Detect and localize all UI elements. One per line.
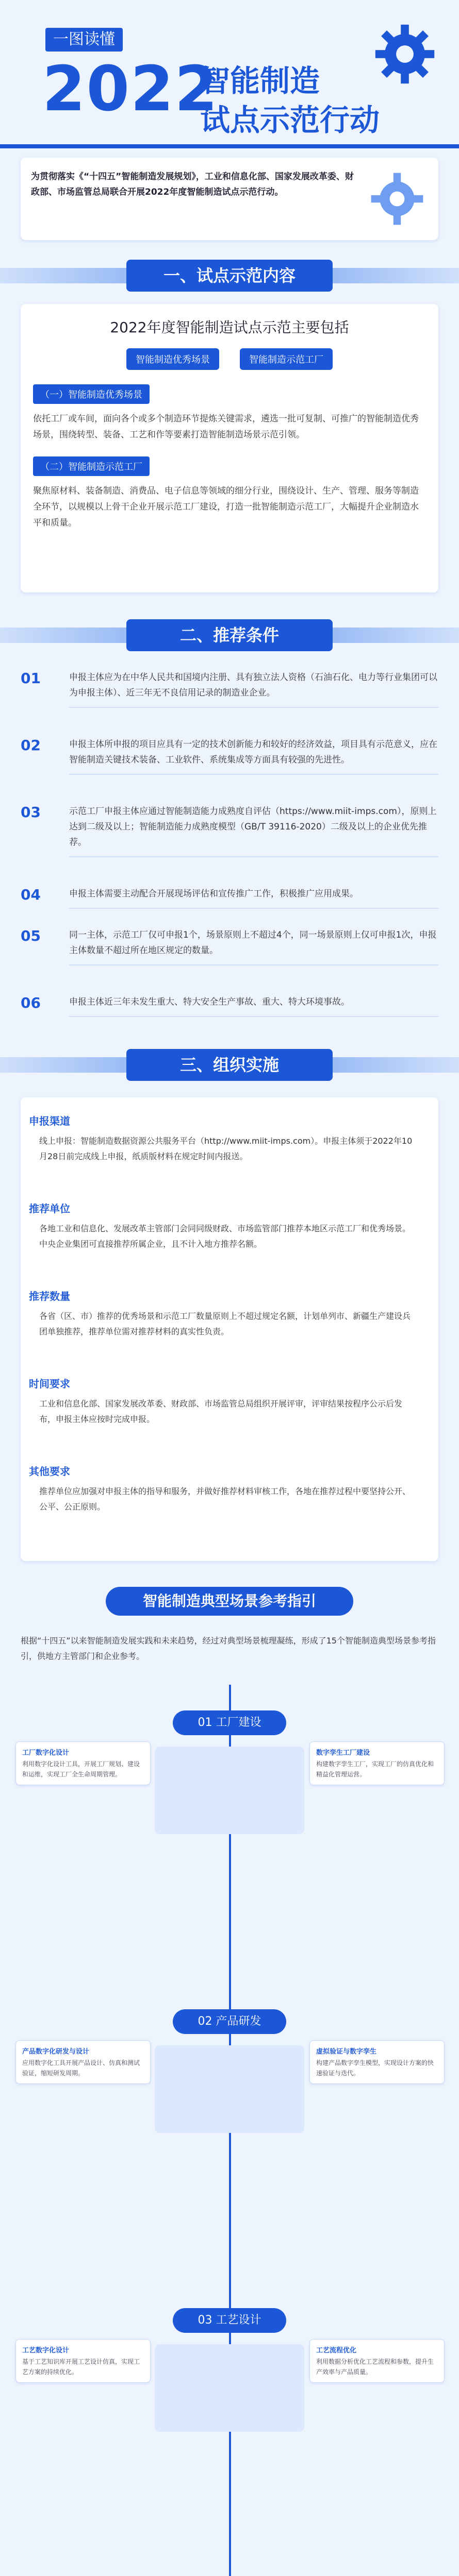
chip-factory: 智能制造示范工厂 (240, 348, 333, 370)
section1-card (21, 304, 438, 592)
scene-card (309, 2339, 445, 2383)
gear-icon (371, 21, 438, 88)
section2-ribbon (0, 616, 459, 654)
condition-text: 示范工厂申报主体应通过智能制造能力成熟度自评估（https://www.miit-imps.com），原则上达到二级及以上；智能制造能力成熟度模型（GB/T 39116-2020）二级及以上的企业优先推荐。 (69, 804, 438, 857)
chip-scene: 智能制造优秀场景 (126, 348, 219, 370)
header-year: 2022 (42, 54, 219, 125)
org-text: 工业和信息化部、国家发展改革委、财政部、市场监管总局组织开展评审，评审结果按程序公示后发布，申报主体应按时完成申报。 (39, 1399, 403, 1424)
scene-card-text: 利用数字化设计工具，开展工厂规划、建设和运维，实现工厂全生命周期管理。 (22, 1760, 140, 1778)
factory-illustration (155, 1747, 304, 1834)
step-process-design: 03 工艺设计 (173, 2308, 286, 2333)
org-heading: 申报渠道 (29, 1115, 70, 1127)
org-heading: 时间要求 (29, 1378, 70, 1390)
condition-item (21, 670, 438, 726)
scene-card-label: 工艺流程优化 (316, 2347, 357, 2354)
condition-number: 03 (21, 804, 41, 821)
scene-card (15, 1741, 151, 1785)
item2-text: 聚焦原材料、装备制造、消费品、电子信息等领域的细分行业，围绕设计、生产、管理、服务等制造全环节，以规模以上骨干企业开展示范工厂建设，打造一批智能制造示范工厂，大幅提升企业制造水平和质量。 (33, 486, 419, 528)
org-heading: 推荐数量 (29, 1290, 70, 1302)
scene-card-text: 构建数字孪生工厂，实现工厂的仿真优化和精益化管理运营。 (316, 1760, 434, 1778)
org-heading: 其他要求 (29, 1465, 70, 1478)
scene-card-label: 产品数字化研发与设计 (22, 2048, 90, 2056)
scene-card-text: 基于工艺知识库开展工艺设计仿真，实现工艺方案的持续优化。 (22, 2358, 140, 2376)
condition-number: 06 (21, 994, 41, 1011)
condition-item (21, 994, 438, 1025)
condition-text: 同一主体，示范工厂仅可申报1个，场景原则上不超过4个，同一场景原则上仅可申报1次，申报主体数量不超过所在地区规定的数量。 (69, 927, 438, 965)
scene-card-text: 构建产品数字孪生模型，实现设计方案的快速验证与迭代。 (316, 2059, 434, 2077)
header (0, 0, 459, 155)
scene-card-label: 工厂数字化设计 (22, 1749, 70, 1757)
header-tag: 一图读懂 (45, 28, 123, 52)
condition-number: 04 (21, 886, 41, 903)
condition-text: 申报主体近三年未发生重大、特大安全生产事故、重大、特大环境事故。 (69, 994, 438, 1017)
condition-item (21, 927, 438, 984)
section1-subtitle: 2022年度智能制造试点示范主要包括 (110, 319, 349, 336)
scenes-intro: 根据“十四五”以来智能制造发展实践和未来趋势，经过对典型场景梳理凝练，形成了15个智能制造典型场景参考指引，供地方主管部门和企业参考。 (21, 1636, 436, 1661)
org-text: 各地工业和信息化、发展改革主管部门会同同级财政、市场监管部门推荐本地区示范工厂和优秀场景。中央企业集团可直接推荐所属企业，且不计入地方推荐名额。 (39, 1224, 411, 1249)
scene-card (15, 2339, 151, 2383)
item2-tag: （二）智能制造示范工厂 (33, 456, 150, 476)
section3-title: 三、组织实施 (126, 1049, 333, 1081)
item2 (33, 456, 426, 531)
intro-text: 为贯彻落实《“十四五”智能制造发展规划》，工业和信息化部、国家发展改革委、财政部、市场监管总局联合开展2022年度智能制造试点示范行动。 (31, 172, 354, 197)
scenes-title: 智能制造典型场景参考指引 (106, 1587, 353, 1616)
org-text: 线上申报：智能制造数据资源公共服务平台（http://www.miit-imps.com）。申报主体须于2022年10月28日前完成线上申报，纸质版材料在规定时间内报送。 (39, 1136, 413, 1161)
condition-item (21, 737, 438, 793)
item1 (33, 384, 426, 443)
condition-text: 申报主体所申报的项目应具有一定的技术创新能力和较好的经济效益，项目具有示范意义，应在智能制造关键技术装备、工业软件、系统集成等方面具有较强的先进性。 (69, 737, 438, 775)
condition-text: 申报主体应为在中华人民共和国境内注册、具有独立法人资格（石油石化、电力等行业集团可以为申报主体）、近三年无不良信用记录的制造业企业。 (69, 670, 438, 708)
section3-ribbon (0, 1046, 459, 1084)
step-product-rd: 02 产品研发 (173, 2009, 286, 2034)
scene-card-label: 数字孪生工厂建设 (316, 1749, 370, 1757)
scene-card-label: 虚拟验证与数字孪生 (316, 2048, 377, 2056)
scene-card-text: 利用数据分析优化工艺流程和参数，提升生产效率与产品质量。 (316, 2358, 434, 2376)
item1-text: 依托工厂或车间，面向各个或多个制造环节提炼关键需求，遴选一批可复制、可推广的智能制造优秀场景，围绕转型、装备、工艺和作等要素打造智能制造场景示范引领。 (33, 414, 419, 440)
condition-text: 申报主体需要主动配合开展现场评估和宣传推广工作，积极推广应用成果。 (69, 886, 438, 909)
org-heading: 推荐单位 (29, 1202, 70, 1215)
section2-title: 二、推荐条件 (126, 619, 333, 651)
gear-icon (366, 168, 428, 230)
condition-number: 05 (21, 927, 41, 944)
rd-illustration (155, 2045, 304, 2133)
section1-chips (21, 348, 438, 370)
step-factory-build: 01 工厂建设 (173, 1710, 286, 1735)
condition-item (21, 804, 438, 871)
condition-number: 01 (21, 670, 41, 687)
org-text: 推荐单位应加强对申报主体的指导和服务，并做好推荐材料审核工作，各地在推荐过程中要坚持公开、公平、公正原则。 (39, 1486, 411, 1512)
item1-tag: （一）智能制造优秀场景 (33, 384, 150, 404)
org-text: 各省（区、市）推荐的优秀场景和示范工厂数量原则上不超过规定名额，计划单列市、新疆生产建设兵团单独推荐，推荐单位需对推荐材料的真实性负责。 (39, 1311, 411, 1336)
scene-card (15, 2040, 151, 2084)
scene-card (309, 1741, 445, 1785)
scene-card (309, 2040, 445, 2084)
section1-title: 一、试点示范内容 (126, 260, 333, 292)
condition-number: 02 (21, 737, 41, 754)
header-title-line1: 智能制造 (200, 63, 320, 98)
process-illustration (155, 2344, 304, 2432)
scene-card-label: 工艺数字化设计 (22, 2347, 70, 2354)
header-title-line2: 试点示范行动 (200, 103, 380, 138)
section1-ribbon (0, 257, 459, 295)
condition-item (21, 886, 438, 917)
scene-card-text: 应用数字化工具开展产品设计、仿真和测试验证，缩短研发周期。 (22, 2059, 140, 2077)
header-divider (0, 144, 459, 148)
intro-box (21, 158, 438, 240)
